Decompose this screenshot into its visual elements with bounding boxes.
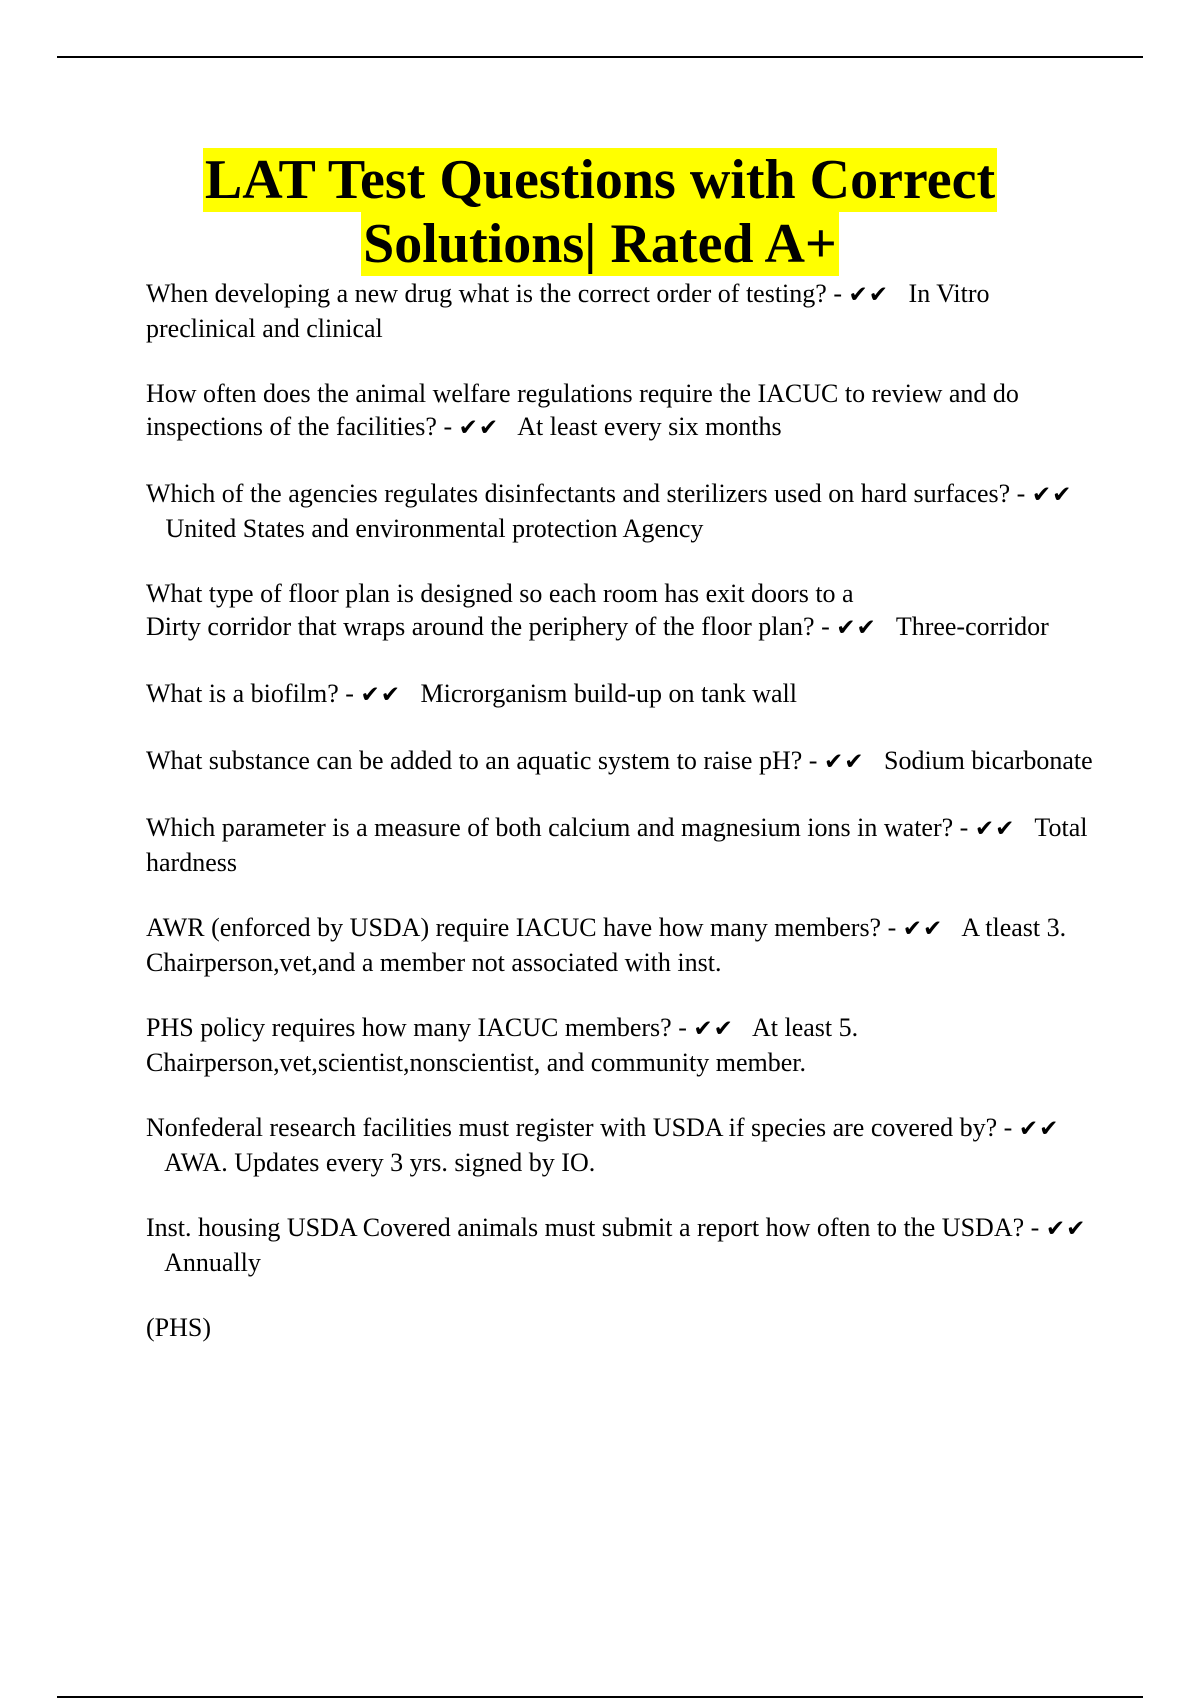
qa-item	[146, 1211, 1096, 1279]
separator: -	[997, 1113, 1019, 1142]
qa-item	[146, 377, 1096, 445]
question-text: Which parameter is a measure of both calcium and magnesium ions in water?	[146, 813, 954, 842]
question-text: What is a biofilm?	[146, 679, 339, 708]
check-icon: ✔✔	[1045, 1216, 1087, 1242]
answer-text: Annually	[164, 1248, 261, 1277]
separator: -	[671, 1013, 694, 1042]
answer-text: United States and environmental protection Agency	[165, 514, 704, 543]
check-icon: ✔✔	[360, 682, 401, 708]
separator: -	[814, 612, 837, 641]
check-icon: ✔✔	[823, 749, 865, 775]
separator: -	[826, 279, 849, 308]
spacer	[401, 679, 421, 708]
answer-text: Three-corridor	[895, 612, 1049, 641]
footer-rule	[57, 1696, 1143, 1698]
question-text: Inst. housing USDA Covered animals must submit a report how often to the USDA?	[146, 1213, 1025, 1242]
question-text: Nonfederal research facilities must register with USDA if species are covered by?	[146, 1113, 998, 1142]
answer-detail: Chairperson,vet,scientist,nonscientist, and community member.	[146, 1048, 806, 1077]
separator: -	[953, 813, 975, 842]
title-line-2: Solutions| Rated A+	[363, 213, 837, 275]
spacer	[734, 1013, 752, 1042]
spacer	[1015, 813, 1034, 842]
spacer	[864, 746, 884, 775]
question-text: Which of the agencies regulates disinfectants and sterilizers used on hard surfaces?	[146, 479, 1011, 508]
spacer	[889, 279, 909, 308]
check-icon: ✔✔	[693, 1016, 734, 1042]
question-text: Dirty corridor that wraps around the periphery of the floor plan?	[146, 612, 815, 641]
check-icon: ✔✔	[848, 282, 890, 308]
check-icon: ✔✔	[458, 415, 500, 441]
question-text: PHS policy requires how many IACUC members?	[146, 1013, 672, 1042]
answer-text: Sodium bicarbonate	[883, 746, 1093, 775]
title-line-1: LAT Test Questions with Correct	[204, 149, 996, 211]
footer-note: (PHS)	[146, 1313, 212, 1342]
spacer	[877, 612, 896, 641]
qa-item	[146, 911, 1096, 979]
question-text: What substance can be added to an aquatic system to raise pH?	[146, 746, 803, 775]
question-list	[146, 277, 1096, 1376]
qa-item	[146, 744, 1096, 779]
answer-text: Total hardness	[146, 813, 1088, 877]
answer-text: AWA. Updates every 3 yrs. signed by IO.	[164, 1148, 596, 1177]
answer-text: Microrganism build-up on tank wall	[420, 679, 797, 708]
document-title	[100, 148, 1100, 276]
spacer	[943, 913, 961, 942]
qa-item	[146, 277, 1096, 345]
spacer	[146, 514, 166, 543]
separator: -	[338, 679, 361, 708]
qa-item	[146, 1011, 1096, 1079]
separator: -	[436, 412, 459, 441]
answer-text: At least every six months	[517, 412, 782, 441]
qa-item	[146, 677, 1096, 712]
qa-item	[146, 477, 1096, 545]
spacer	[499, 412, 517, 441]
answer-text: In Vitro preclinical and clinical	[146, 279, 990, 343]
qa-item	[146, 577, 1096, 645]
check-icon: ✔✔	[902, 916, 944, 942]
question-text: When developing a new drug what is the correct order of testing?	[146, 279, 827, 308]
separator: -	[802, 746, 824, 775]
question-text: How often does the animal welfare regulations require the IACUC to review and do inspections of the facilities?	[146, 379, 1019, 441]
question-text: What type of floor plan is designed so each room has exit doors to a	[146, 579, 854, 608]
separator: -	[881, 913, 903, 942]
qa-item	[146, 811, 1096, 879]
check-icon: ✔✔	[1018, 1116, 1060, 1142]
check-icon: ✔✔	[974, 816, 1016, 842]
question-text: AWR (enforced by USDA) require IACUC have how many members?	[146, 913, 882, 942]
check-icon: ✔✔	[1031, 482, 1073, 508]
answer-text: At least 5.	[752, 1013, 859, 1042]
answer-text: A tleast 3.	[961, 913, 1067, 942]
check-icon: ✔✔	[836, 615, 877, 641]
separator: -	[1024, 1213, 1046, 1242]
qa-item	[146, 1111, 1096, 1179]
answer-detail: Chairperson,vet,and a member not associated with inst.	[146, 948, 722, 977]
spacer	[146, 1148, 164, 1177]
separator: -	[1010, 479, 1032, 508]
spacer	[146, 1248, 164, 1277]
header-rule	[57, 56, 1143, 58]
